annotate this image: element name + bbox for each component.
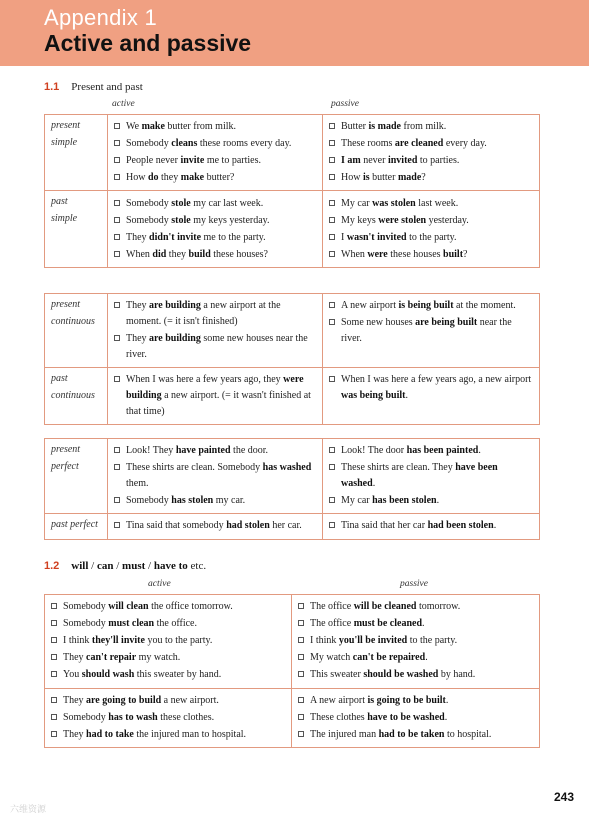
page-title: Active and passive bbox=[44, 30, 252, 56]
checkbox-icon bbox=[51, 603, 57, 609]
example-sentence: A new airport is going to be built. bbox=[298, 693, 533, 709]
example-sentence: My watch can't be repaired. bbox=[298, 650, 533, 666]
example-sentence: The injured man had to be taken to hospital. bbox=[298, 727, 533, 743]
bold-verb-form: must bbox=[122, 560, 146, 572]
column-heading-passive: passive bbox=[400, 579, 428, 589]
bold-verb-form: has washed bbox=[262, 462, 312, 474]
checkbox-icon bbox=[51, 671, 57, 677]
bold-verb-form: had to be taken bbox=[378, 728, 445, 740]
bold-verb-form: was being built bbox=[341, 390, 406, 402]
bold-verb-form: do bbox=[147, 172, 159, 184]
bold-verb-form: are cleaned bbox=[394, 138, 444, 150]
checkbox-icon bbox=[114, 447, 120, 453]
example-sentence: This sweater should be washed by hand. bbox=[298, 667, 533, 683]
example-sentence: Somebody has to wash these clothes. bbox=[51, 710, 285, 726]
table-perfect bbox=[44, 438, 540, 540]
checkbox-icon bbox=[298, 671, 304, 677]
example-sentence: How do they make butter? bbox=[114, 170, 316, 186]
checkbox-icon bbox=[114, 335, 120, 341]
example-sentence: My car was stolen last week. bbox=[329, 196, 533, 212]
bold-verb-form: will be cleaned bbox=[353, 601, 417, 613]
bold-verb-form: are building bbox=[149, 300, 201, 312]
example-sentence: When were these houses built? bbox=[329, 247, 533, 263]
bold-verb-form: is being built bbox=[398, 300, 454, 312]
example-sentence: The office will be cleaned tomorrow. bbox=[298, 599, 533, 615]
passive-cell bbox=[323, 115, 540, 191]
bold-verb-form: have been washed bbox=[341, 462, 498, 490]
bold-verb-form: can't be repaired bbox=[352, 652, 426, 664]
table-modals bbox=[44, 594, 540, 748]
example-sentence: You should wash this sweater by hand. bbox=[51, 667, 285, 683]
checkbox-icon bbox=[329, 251, 335, 257]
active-cell bbox=[108, 191, 323, 267]
bold-verb-form: make bbox=[141, 121, 165, 133]
example-sentence: People never invite me to parties. bbox=[114, 153, 316, 169]
bold-verb-form: have to bbox=[153, 560, 188, 572]
bold-verb-form: make bbox=[180, 172, 205, 184]
active-cell bbox=[108, 115, 323, 191]
checkbox-icon bbox=[298, 637, 304, 643]
example-sentence: My keys were stolen yesterday. bbox=[329, 213, 533, 229]
bold-verb-form: have to be washed bbox=[367, 711, 445, 723]
section-1-1-heading bbox=[44, 81, 143, 93]
page-number: 243 bbox=[554, 790, 575, 804]
checkbox-icon bbox=[114, 234, 120, 240]
bold-verb-form: I am bbox=[341, 155, 361, 167]
checkbox-icon bbox=[114, 376, 120, 382]
bold-verb-form: will bbox=[71, 560, 89, 572]
example-sentence: These shirts are clean. They have been washed. bbox=[329, 460, 533, 492]
example-sentence: Somebody stole my car last week. bbox=[114, 196, 316, 212]
checkbox-icon bbox=[329, 200, 335, 206]
bold-verb-form: stole bbox=[171, 197, 191, 209]
bold-verb-form: were bbox=[367, 248, 388, 260]
example-sentence: I wasn't invited to the party. bbox=[329, 230, 533, 246]
bold-verb-form: cleans bbox=[171, 138, 198, 150]
passive-cell bbox=[323, 439, 540, 514]
bold-verb-form: is made bbox=[368, 121, 401, 133]
watermark-text: 六维资源 bbox=[10, 804, 47, 814]
table-row bbox=[45, 514, 540, 539]
bold-verb-form: you'll be invited bbox=[338, 635, 408, 647]
example-sentence: When I was here a few years ago, they were building a new airport. (= it wasn't finished at that time) bbox=[114, 372, 316, 420]
checkbox-icon bbox=[329, 302, 335, 308]
table-row bbox=[45, 115, 540, 191]
passive-cell bbox=[292, 688, 540, 747]
example-sentence: These rooms are cleaned every day. bbox=[329, 136, 533, 152]
tense-label: present continuous bbox=[45, 294, 108, 368]
checkbox-icon bbox=[329, 217, 335, 223]
checkbox-icon bbox=[51, 697, 57, 703]
checkbox-icon bbox=[114, 174, 120, 180]
bold-verb-form: has been stolen bbox=[372, 495, 437, 507]
bold-verb-form: invite bbox=[180, 155, 205, 167]
checkbox-icon bbox=[51, 714, 57, 720]
example-sentence: They are building a new airport at the moment. (= it isn't finished) bbox=[114, 298, 316, 330]
bold-verb-form: can bbox=[96, 560, 114, 572]
bold-verb-form: wasn't invited bbox=[346, 231, 407, 243]
example-sentence: These shirts are clean. Somebody has washed them. bbox=[114, 460, 316, 492]
bold-verb-form: has been painted bbox=[406, 445, 479, 457]
checkbox-icon bbox=[114, 522, 120, 528]
bold-verb-form: are going to build bbox=[86, 694, 162, 706]
table-present-past-simple bbox=[44, 114, 540, 268]
example-sentence: Some new houses are being built near the river. bbox=[329, 315, 533, 347]
example-sentence: They had to take the injured man to hospital. bbox=[51, 727, 285, 743]
bold-verb-form: has stolen bbox=[171, 495, 214, 507]
example-sentence: Somebody cleans these rooms every day. bbox=[114, 136, 316, 152]
bold-verb-form: had been stolen bbox=[427, 520, 494, 532]
checkbox-icon bbox=[329, 447, 335, 453]
bold-verb-form: is going to be built bbox=[367, 694, 446, 706]
example-sentence: They are going to build a new airport. bbox=[51, 693, 285, 709]
checkbox-icon bbox=[51, 731, 57, 737]
bold-verb-form: invited bbox=[387, 155, 418, 167]
tense-label: present perfect bbox=[45, 439, 108, 514]
checkbox-icon bbox=[114, 140, 120, 146]
example-sentence: A new airport is being built at the moment. bbox=[329, 298, 533, 314]
checkbox-icon bbox=[114, 464, 120, 470]
checkbox-icon bbox=[329, 174, 335, 180]
bold-verb-form: was stolen bbox=[372, 197, 416, 209]
passive-cell bbox=[323, 191, 540, 267]
checkbox-icon bbox=[329, 234, 335, 240]
section-title: will / can / must / have to etc. bbox=[71, 560, 207, 572]
example-sentence: My car has been stolen. bbox=[329, 493, 533, 509]
checkbox-icon bbox=[114, 217, 120, 223]
active-cell bbox=[45, 688, 292, 747]
bold-verb-form: had stolen bbox=[226, 520, 270, 532]
example-sentence: The office must be cleaned. bbox=[298, 616, 533, 632]
bold-verb-form: will clean bbox=[108, 601, 149, 613]
checkbox-icon bbox=[329, 319, 335, 325]
example-sentence: I think you'll be invited to the party. bbox=[298, 633, 533, 649]
active-cell bbox=[108, 514, 323, 539]
section-number: 1.2 bbox=[44, 560, 60, 572]
table-continuous bbox=[44, 293, 540, 425]
example-sentence: They didn't invite me to the party. bbox=[114, 230, 316, 246]
checkbox-icon bbox=[114, 200, 120, 206]
bold-verb-form: has to wash bbox=[108, 711, 158, 723]
bold-verb-form: stole bbox=[171, 214, 191, 226]
bold-verb-form: have painted bbox=[175, 445, 231, 457]
bold-verb-form: made bbox=[397, 172, 422, 184]
example-sentence: Look! They have painted the door. bbox=[114, 443, 316, 459]
active-cell bbox=[108, 439, 323, 514]
checkbox-icon bbox=[51, 654, 57, 660]
section-title: Present and past bbox=[71, 81, 143, 93]
bold-verb-form: must clean bbox=[108, 618, 155, 630]
bold-verb-form: is bbox=[362, 172, 370, 184]
example-sentence: Look! The door has been painted. bbox=[329, 443, 533, 459]
example-sentence: Somebody must clean the office. bbox=[51, 616, 285, 632]
checkbox-icon bbox=[114, 251, 120, 257]
table-row bbox=[45, 595, 540, 689]
bold-verb-form: should be washed bbox=[363, 669, 439, 681]
example-sentence: Tina said that her car had been stolen. bbox=[329, 518, 533, 534]
example-sentence: They are building some new houses near the river. bbox=[114, 331, 316, 363]
checkbox-icon bbox=[298, 654, 304, 660]
passive-cell bbox=[323, 514, 540, 539]
bold-verb-form: did bbox=[152, 248, 167, 260]
active-cell bbox=[108, 368, 323, 425]
column-heading-active: active bbox=[112, 99, 135, 109]
table-row bbox=[45, 191, 540, 267]
checkbox-icon bbox=[51, 637, 57, 643]
active-cell bbox=[108, 294, 323, 368]
column-heading-passive: passive bbox=[331, 99, 359, 109]
bold-verb-form: can't repair bbox=[86, 652, 137, 664]
tense-label: past perfect bbox=[45, 514, 108, 539]
checkbox-icon bbox=[51, 620, 57, 626]
checkbox-icon bbox=[329, 123, 335, 129]
example-sentence: I am never invited to parties. bbox=[329, 153, 533, 169]
checkbox-icon bbox=[298, 697, 304, 703]
bold-verb-form: they'll invite bbox=[91, 635, 145, 647]
checkbox-icon bbox=[329, 376, 335, 382]
section-number: 1.1 bbox=[44, 81, 60, 93]
bold-verb-form: are being built bbox=[415, 317, 478, 329]
example-sentence: When I was here a few years ago, a new airport was being built. bbox=[329, 372, 533, 404]
bold-verb-form: had to take bbox=[86, 728, 134, 740]
example-sentence: Somebody stole my keys yesterday. bbox=[114, 213, 316, 229]
checkbox-icon bbox=[298, 620, 304, 626]
table-row bbox=[45, 368, 540, 425]
bold-verb-form: should wash bbox=[81, 669, 135, 681]
table-row bbox=[45, 688, 540, 747]
example-sentence: Somebody has stolen my car. bbox=[114, 493, 316, 509]
example-sentence: I think they'll invite you to the party. bbox=[51, 633, 285, 649]
bold-verb-form: are building bbox=[149, 333, 201, 345]
active-cell bbox=[45, 595, 292, 689]
tense-label: past continuous bbox=[45, 368, 108, 425]
checkbox-icon bbox=[114, 157, 120, 163]
appendix-kicker: Appendix 1 bbox=[44, 5, 158, 30]
bold-verb-form: built bbox=[443, 248, 464, 260]
example-sentence: They can't repair my watch. bbox=[51, 650, 285, 666]
passive-cell bbox=[292, 595, 540, 689]
example-sentence: Somebody will clean the office tomorrow. bbox=[51, 599, 285, 615]
bold-verb-form: were building bbox=[126, 374, 304, 402]
checkbox-icon bbox=[114, 497, 120, 503]
bold-verb-form: must be cleaned bbox=[353, 618, 423, 630]
column-heading-active: active bbox=[148, 579, 171, 589]
bold-verb-form: didn't invite bbox=[149, 231, 202, 243]
checkbox-icon bbox=[298, 714, 304, 720]
checkbox-icon bbox=[329, 157, 335, 163]
tense-label: present simple bbox=[45, 115, 108, 191]
checkbox-icon bbox=[298, 603, 304, 609]
checkbox-icon bbox=[114, 123, 120, 129]
example-sentence: Tina said that somebody had stolen her car. bbox=[114, 518, 316, 534]
example-sentence: These clothes have to be washed. bbox=[298, 710, 533, 726]
example-sentence: How is butter made? bbox=[329, 170, 533, 186]
example-sentence: When did they build these houses? bbox=[114, 247, 316, 263]
example-sentence: Butter is made from milk. bbox=[329, 119, 533, 135]
table-row bbox=[45, 439, 540, 514]
checkbox-icon bbox=[329, 464, 335, 470]
checkbox-icon bbox=[114, 302, 120, 308]
checkbox-icon bbox=[329, 497, 335, 503]
bold-verb-form: were stolen bbox=[378, 214, 427, 226]
checkbox-icon bbox=[329, 522, 335, 528]
tense-label: past simple bbox=[45, 191, 108, 267]
bold-verb-form: build bbox=[188, 248, 211, 260]
appendix-header-banner bbox=[0, 0, 589, 66]
example-sentence: We make butter from milk. bbox=[114, 119, 316, 135]
passive-cell bbox=[323, 368, 540, 425]
section-1-2-heading bbox=[44, 560, 206, 572]
checkbox-icon bbox=[329, 140, 335, 146]
checkbox-icon bbox=[298, 731, 304, 737]
table-row bbox=[45, 294, 540, 368]
passive-cell bbox=[323, 294, 540, 368]
